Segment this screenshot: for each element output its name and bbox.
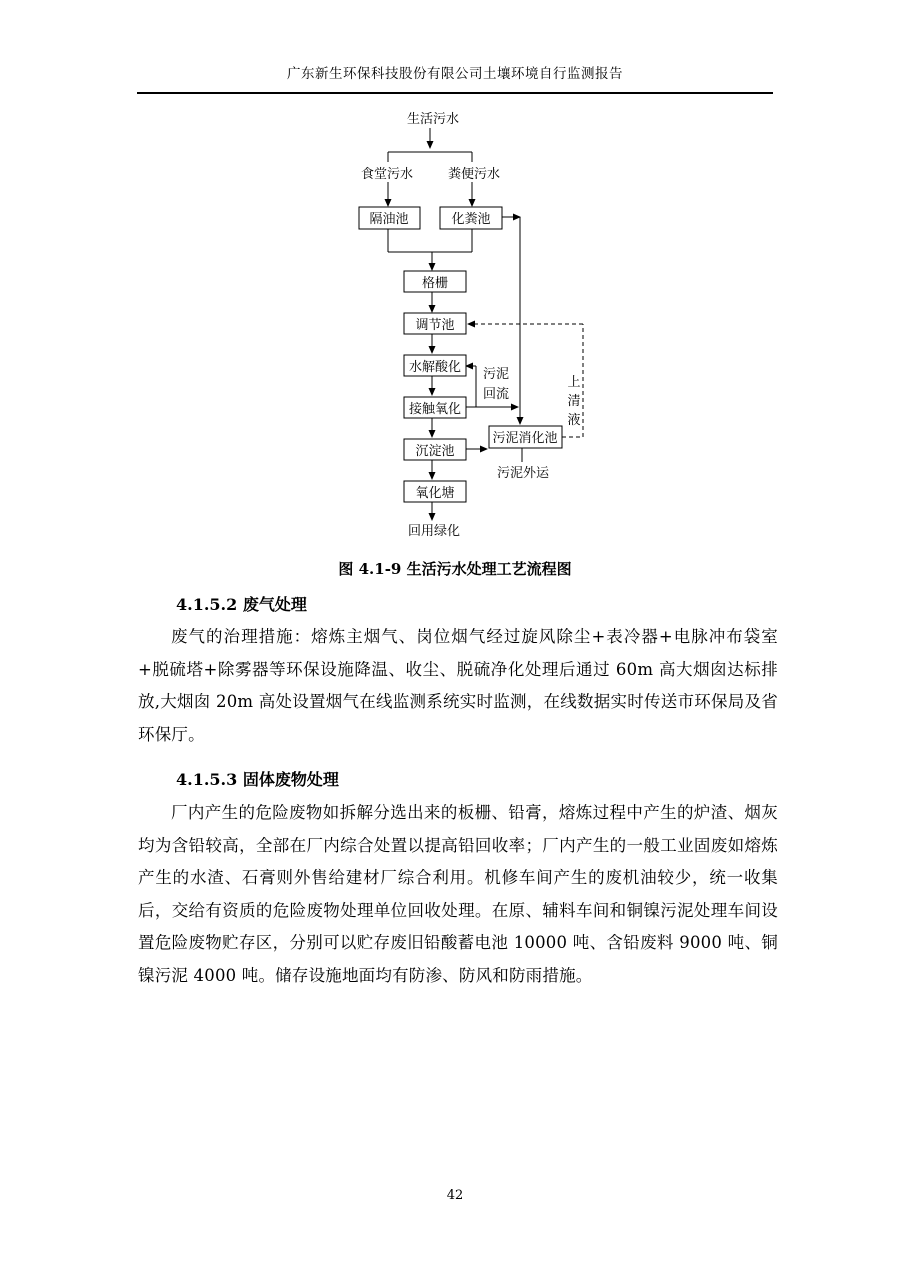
paragraph-waste-gas: 废气的治理措施：熔炼主烟气、岗位烟气经过旋风除尘+表冷器+电脉冲布袋室+脱硫塔+除雾器等环保设施降温、收尘、脱硫净化处理后通过 60m 高大烟囱达标排放,大烟囱 20m 高处设置烟气在线监测系统实时监测，在线数据实时传送市环保局及省环保厅。 [138,627,778,744]
section-heading-waste-gas: 4.1.5.2 废气处理 [176,595,307,614]
section-heading-solid-waste: 4.1.5.3 固体废物处理 [176,770,339,789]
label-fecal-sewage: 粪便污水 [447,167,501,182]
label-reuse-greening: 回用绿化 [407,524,461,539]
label-septic-tank: 化粪池 [451,212,491,227]
label-oil-separator: 隔油池 [369,212,409,227]
label-supernatant-1: 上 [567,375,581,390]
label-canteen-sewage: 食堂污水 [360,167,414,182]
page-header: 广东新生环保科技股份有限公司土壤环境自行监测报告 [287,66,623,82]
paragraph-solid-waste: 厂内产生的危险废物如拆解分选出来的板栅、铅膏，熔炼过程中产生的炉渣、烟灰均为含铅较高，全部在厂内综合处置以提高铅回收率；厂内产生的一般工业固废如熔炼产生的水渣、石膏则外售给建材厂综合利用。机修车间产生的废机油较少，统一收集后，交给有资质的危险废物处理单位回收处理。在原、辅料车间和铜镍污泥处理车间设置危险废物贮存区，分别可以贮存废旧铅酸蓄电池 10000 吨、含铅废料 9000 吨、铜镍污泥 4000 吨。储存设施地面均有防渗、防风和防雨措施。 [138,803,778,985]
label-grid: 格栅 [421,276,449,291]
label-regulating-tank: 调节池 [415,318,455,333]
label-sludge-return-1: 污泥 [482,367,510,382]
label-contact-oxidation: 接触氧化 [408,402,462,417]
label-supernatant-2: 清 [567,394,581,409]
label-settling-tank: 沉淀池 [415,444,455,459]
label-source: 生活污水 [406,112,460,127]
label-supernatant-3: 液 [567,413,581,428]
label-sludge-digester: 污泥消化池 [492,431,558,446]
label-sludge-return-2: 回流 [482,387,510,402]
page-number: 42 [446,1188,464,1203]
label-sludge-out: 污泥外运 [496,466,550,481]
label-hydrolysis: 水解酸化 [408,360,462,375]
flowchart [0,0,910,560]
figure-caption: 图 4.1-9 生活污水处理工艺流程图 [338,560,572,578]
label-oxidation-pond: 氧化塘 [415,486,455,501]
